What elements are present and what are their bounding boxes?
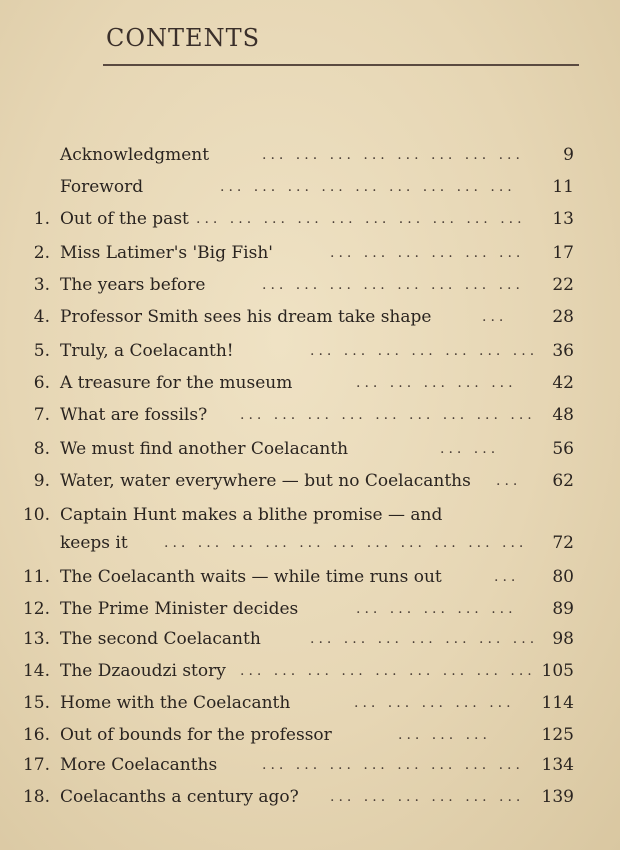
entry-page: 72 [552, 533, 574, 553]
entry-title: Home with the Coelacanth [60, 693, 291, 713]
entry-number: 4. [33, 307, 50, 327]
entry-number: 9. [33, 471, 50, 491]
toc-entry-10 [0, 500, 620, 530]
entry-title: Acknowledgment [60, 145, 210, 165]
toc-entry-4 [0, 302, 620, 332]
leader-dots: ... ... ... ... ... ... [330, 789, 525, 805]
toc-entry-9 [0, 466, 620, 496]
entry-title: Miss Latimer's 'Big Fish' [60, 243, 273, 263]
entry-page: 17 [552, 243, 574, 263]
leader-dots: ... ... ... ... ... [356, 375, 517, 391]
entry-title: Coelacanths a century ago? [60, 787, 299, 807]
entry-page: 42 [552, 373, 574, 393]
toc-entry-8 [0, 434, 620, 464]
entry-title: Out of the past [60, 209, 189, 229]
entry-title: We must find another Coelacanth [60, 439, 349, 459]
entry-title: What are fossils? [60, 405, 208, 425]
entry-title: Out of bounds for the professor [60, 725, 332, 745]
entry-page: 98 [552, 629, 574, 649]
leader-dots: ... ... [440, 441, 500, 457]
toc-entry-12 [0, 594, 620, 624]
toc-entry-13 [0, 624, 620, 654]
leader-dots: ... [496, 473, 522, 489]
entry-number: 17. [22, 755, 50, 775]
entry-page: 134 [541, 755, 574, 775]
entry-number: 3. [33, 275, 50, 295]
entry-number: 8. [33, 439, 50, 459]
toc-entry-2 [0, 238, 620, 268]
entry-page: 139 [541, 787, 574, 807]
toc-entry-10-continued [0, 528, 620, 558]
toc-entry-15 [0, 688, 620, 718]
entry-number: 2. [33, 243, 50, 263]
entry-page: 80 [552, 567, 574, 587]
entry-title: Professor Smith sees his dream take shape [60, 307, 432, 327]
leader-dots: ... ... ... ... ... ... ... ... ... ... [196, 211, 526, 227]
leader-dots: ... [482, 309, 508, 325]
entry-page: 22 [552, 275, 574, 295]
leader-dots: ... ... ... ... ... ... ... ... ... [240, 407, 536, 423]
leader-dots: ... ... ... ... ... ... ... ... [262, 147, 524, 163]
entry-title: The second Coelacanth [60, 629, 261, 649]
entry-title-continued: keeps it [60, 533, 128, 553]
leader-dots: ... ... ... ... ... ... ... ... ... ... ... [164, 535, 528, 551]
leader-dots: ... ... ... ... ... ... ... ... [262, 757, 524, 773]
entry-page: 105 [541, 661, 574, 681]
heading-rule [103, 64, 579, 66]
entry-title: Water, water everywhere — but no Coelacanths [60, 471, 471, 491]
entry-page: 62 [552, 471, 574, 491]
entry-number: 13. [22, 629, 50, 649]
leader-dots: ... ... ... ... ... ... ... ... [262, 277, 524, 293]
leader-dots: ... ... ... ... ... ... ... ... ... [220, 179, 516, 195]
entry-page: 48 [552, 405, 574, 425]
entry-title: The Coelacanth waits — while time runs out [60, 567, 442, 587]
contents-heading: CONTENTS [106, 24, 261, 52]
leader-dots: ... ... ... ... ... [354, 695, 515, 711]
entry-page: 89 [552, 599, 574, 619]
entry-page: 114 [541, 693, 574, 713]
toc-entry-14 [0, 656, 620, 686]
toc-entry-18 [0, 782, 620, 812]
leader-dots: ... ... ... ... ... ... [330, 245, 525, 261]
entry-page: 56 [552, 439, 574, 459]
leader-dots: ... ... ... ... ... ... ... [310, 343, 539, 359]
entry-title: Captain Hunt makes a blithe promise — and [60, 505, 443, 525]
entry-title: Truly, a Coelacanth! [60, 341, 234, 361]
toc-entry-5 [0, 336, 620, 366]
entry-number: 5. [33, 341, 50, 361]
entry-number: 6. [33, 373, 50, 393]
entry-title: The Prime Minister decides [60, 599, 299, 619]
entry-page: 125 [541, 725, 574, 745]
toc-entry-3 [0, 270, 620, 300]
entry-title: More Coelacanths [60, 755, 218, 775]
leader-dots: ... ... ... ... ... ... ... [310, 631, 539, 647]
entry-page: 11 [552, 177, 574, 197]
entry-page: 28 [552, 307, 574, 327]
entry-page: 13 [552, 209, 574, 229]
leader-dots: ... ... ... [398, 727, 491, 743]
entry-title: The Dzaoudzi story [60, 661, 226, 681]
entry-page: 9 [563, 145, 574, 165]
entry-number: 12. [22, 599, 50, 619]
entry-number: 11. [22, 567, 50, 587]
toc-entry-foreword [0, 172, 620, 202]
entry-title: Foreword [60, 177, 144, 197]
entry-title: The years before [60, 275, 206, 295]
toc-entry-6 [0, 368, 620, 398]
leader-dots: ... ... ... ... ... ... ... ... ... [240, 663, 536, 679]
toc-entry-17 [0, 750, 620, 780]
toc-entry-16 [0, 720, 620, 750]
entry-number: 18. [22, 787, 50, 807]
entry-number: 16. [22, 725, 50, 745]
entry-title: A treasure for the museum [60, 373, 293, 393]
toc-entry-7 [0, 400, 620, 430]
leader-dots: ... ... ... ... ... [356, 601, 517, 617]
entry-page: 36 [552, 341, 574, 361]
toc-entry-1 [0, 204, 620, 234]
entry-number: 14. [22, 661, 50, 681]
entry-number: 7. [33, 405, 50, 425]
toc-entry-acknowledgment [0, 140, 620, 170]
entry-number: 15. [22, 693, 50, 713]
leader-dots: ... [494, 569, 520, 585]
entry-number: 10. [22, 505, 50, 525]
toc-entry-11 [0, 562, 620, 592]
entry-number: 1. [33, 209, 50, 229]
